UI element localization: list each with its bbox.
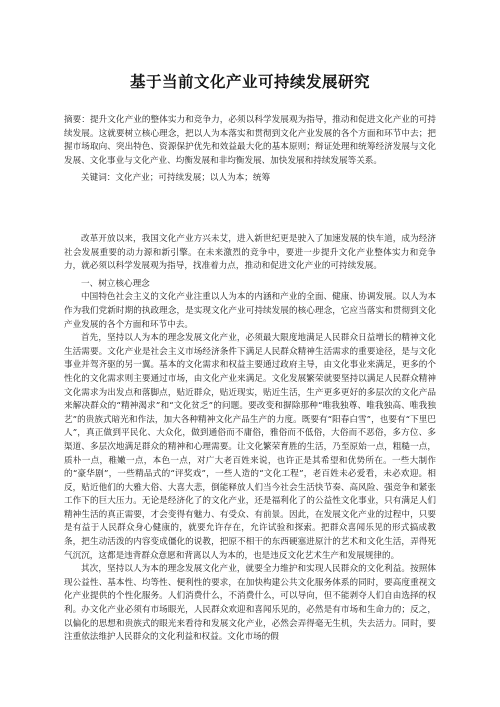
section-heading: 一、树立核心理念 [81, 278, 150, 289]
abstract-paragraph [64, 114, 436, 168]
keywords-line [64, 172, 436, 186]
abstract-label: 摘要： [64, 115, 90, 125]
keywords-label: 关键词： [81, 173, 116, 184]
body-paragraph: 其次，坚持以人为本的理念发展文化产业，就要全力维护和实现人民群众的文化利益。按照体现公益性、基本性、均等性、便利性的要求，在加快构建公共文化服务体系的同时，要高度重视文化产业提供的个性化服务。人们消费什么，不消费什么，可以导向，但不能剥夺人们自由选择的权利。办文化产业必须有市场眼光，人民群众欢迎和喜闻乐见的，必然是有市场和生命力的；反之，以偏化的思想和贵族式的眼光来看待和发展文化产业，必然会弄得毫无生机，失去活力。同时，要注重依法维护人民群众的文化利益和权益。文化市场的假 [64, 564, 436, 643]
page-title: 基于当前文化产业可持续发展研究 [129, 73, 370, 91]
intro-paragraph: 改革开放以来，我国文化产业方兴未艾，进入新世纪更是驶入了加速发展的快车道，成为经济社会发展重要的动力源和新引擎。在未来激烈的竞争中，要进一步提升文化产业整体实力和竞争力，就必须以科学发展观为指导，找准着力点，推动和促进文化产业的可持续发展。 [64, 234, 436, 272]
abstract-text: 提升文化产业的整体实力和竞争力，必须以科学发展观为指导，推动和促进文化产业的可持续发展。这就要树立核心理念，把以人为本落实和贯彻到文化产业发展的各个方面和环节中去；把握市场取向、突出特色、资源保护优先和效益最大化的基本原则；辩证处理和统筹经济发展与文化发展、文化事业与文化产业、均衡发展和非均衡发展、加快发展和持续发展等关系。 [64, 115, 436, 166]
abstract-section [64, 114, 436, 186]
body-text [64, 233, 436, 645]
body-paragraph: 中国特色社会主义的文化产业注重以人为本的内涵和产业的全面、健康、协调发展。以人为本作为我们党新时期的执政理念，是实现文化产业可持续发展的核心理念，它应当落实和贯彻到文化产业发展的各个方面和环节中去。 [64, 292, 436, 330]
body-paragraph: 首先，坚持以人为本的理念发展文化产业，必须最大限度地满足人民群众日益增长的精神文化生活需要。文化产业是社会主义市场经济条件下满足人民群众精神生活需求的重要途径，是与文化事业并驾齐驱的另一翼。基本的文化需求和权益主要通过政府主导，由文化事业来满足，更多的个性化的文化需求则主要通过市场，由文化产业来满足。文化发展繁荣就要坚持以满足人民群众精神文化需求为出发点和落脚点，贴近群众，贴近现实，贴近生活，生产更多更好的多层次的文化产品来解决群众的“精神渴求”和“文化贫乏”的问题。要改变和摒除那种“唯我独尊、唯我独高、唯我独艺”的贵族式暗光和作法，加大各种精神文化产品生产的力度。既要有“阳春白雪”，也要有“下里巴人”，真正做到平民化、大众化，做到通俗而不庸俗，雅俗而不低俗，大俗而不恶俗，多方位、多渠道、多层次地满足群众的精神和心理需要。让文化繁荣育胜的生活，乃至原始一点，粗糙一点，质朴一点，稚嫩一点，本色一点，对广大老百姓来说，也许正是其希望和优势所在。一些大制作的“豪华剧”，一些精品式的“评奖戏”，一些人造的“文化工程”，老百姓未必爱看，未必欢迎。相反，贴近他们的大雅大俗、大喜大悲，倒能释放人们当今社会生活快节奏、高风险、强竞争和紧张工作下的巨大压力。无论是经济化了的文化产业，还是福利化了的公益性文化事业，只有满足人们精神生活的真正需要，才会变得有魅力、有受众、有前景。因此，在发展文化产业的过程中，只要是有益于人民群众身心健康的，就要允许存在，允许试验和探索。把群众喜闻乐见的形式搞成教条，把生动活泼的内容变成僵化的说教，把原不相干的东西硬塞进原汁的艺术和文化生活，弄得死气沉沉，这都是违背群众意愿和背离以人为本的，也是违反文化艺术生产和发展规律的。 [64, 333, 437, 561]
keywords-text: 文化产业；可持续发展；以人为本；统筹 [115, 173, 271, 184]
